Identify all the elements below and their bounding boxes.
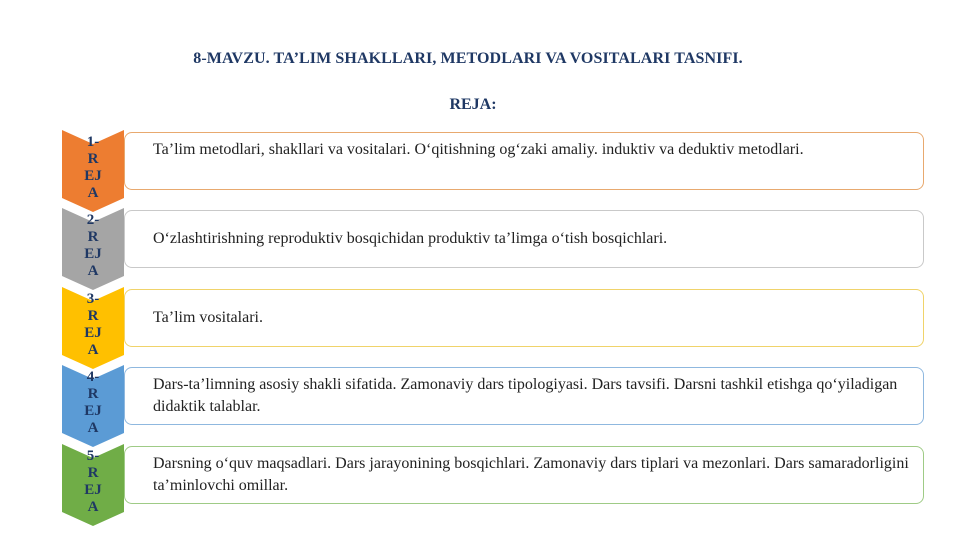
plan-item-3-label: 3- R EJ A bbox=[84, 291, 102, 358]
plan-item-2-text: O‘zlashtirishning reproduktiv bosqichidan produktiv ta’limga o‘tish bosqichlari. bbox=[124, 210, 924, 268]
plan-item-4-chevron bbox=[62, 365, 124, 447]
plan-item-1 bbox=[62, 132, 928, 212]
plan-item-3-chevron bbox=[62, 287, 124, 369]
page-title: 8-MAVZU. TA’LIM SHAKLLARI, METODLARI VA VOSITALARI TASNIFI. bbox=[193, 50, 743, 67]
plan-item-3-text: Ta’lim vositalari. bbox=[124, 289, 924, 347]
plan-item-5-label: 5- R EJ A bbox=[84, 448, 102, 515]
plan-item-2-label: 2- R EJ A bbox=[84, 212, 102, 279]
plan-item-1-text: Ta’lim metodlari, shakllari va vositalari. O‘qitishning og‘zaki amaliy. induktiv va deduktiv metodlari. bbox=[124, 132, 924, 190]
plan-item-4 bbox=[62, 367, 928, 447]
plan-heading: REJA: bbox=[449, 96, 497, 113]
plan-item-1-chevron bbox=[62, 130, 124, 212]
plan-item-4-text: Dars-ta’limning asosiy shakli sifatida. Zamonaviy dars tipologiyasi. Dars tavsifi. Darsni tashkil etishga qo‘yiladigan didaktik talablar. bbox=[124, 367, 924, 425]
plan-item-5-text: Darsning o‘quv maqsadlari. Dars jarayonining bosqichlari. Zamonaviy dars tiplari va mezonlari. Dars samaradorligini ta’minlovchi omillar. bbox=[124, 446, 924, 504]
plan-item-5 bbox=[62, 446, 928, 526]
plan-item-2 bbox=[62, 210, 928, 290]
plan-item-5-chevron bbox=[62, 444, 124, 526]
plan-item-4-label: 4- R EJ A bbox=[84, 369, 102, 436]
plan-item-3 bbox=[62, 289, 928, 369]
plan-item-1-label: 1- R EJ A bbox=[84, 134, 102, 201]
plan-item-2-chevron bbox=[62, 208, 124, 290]
